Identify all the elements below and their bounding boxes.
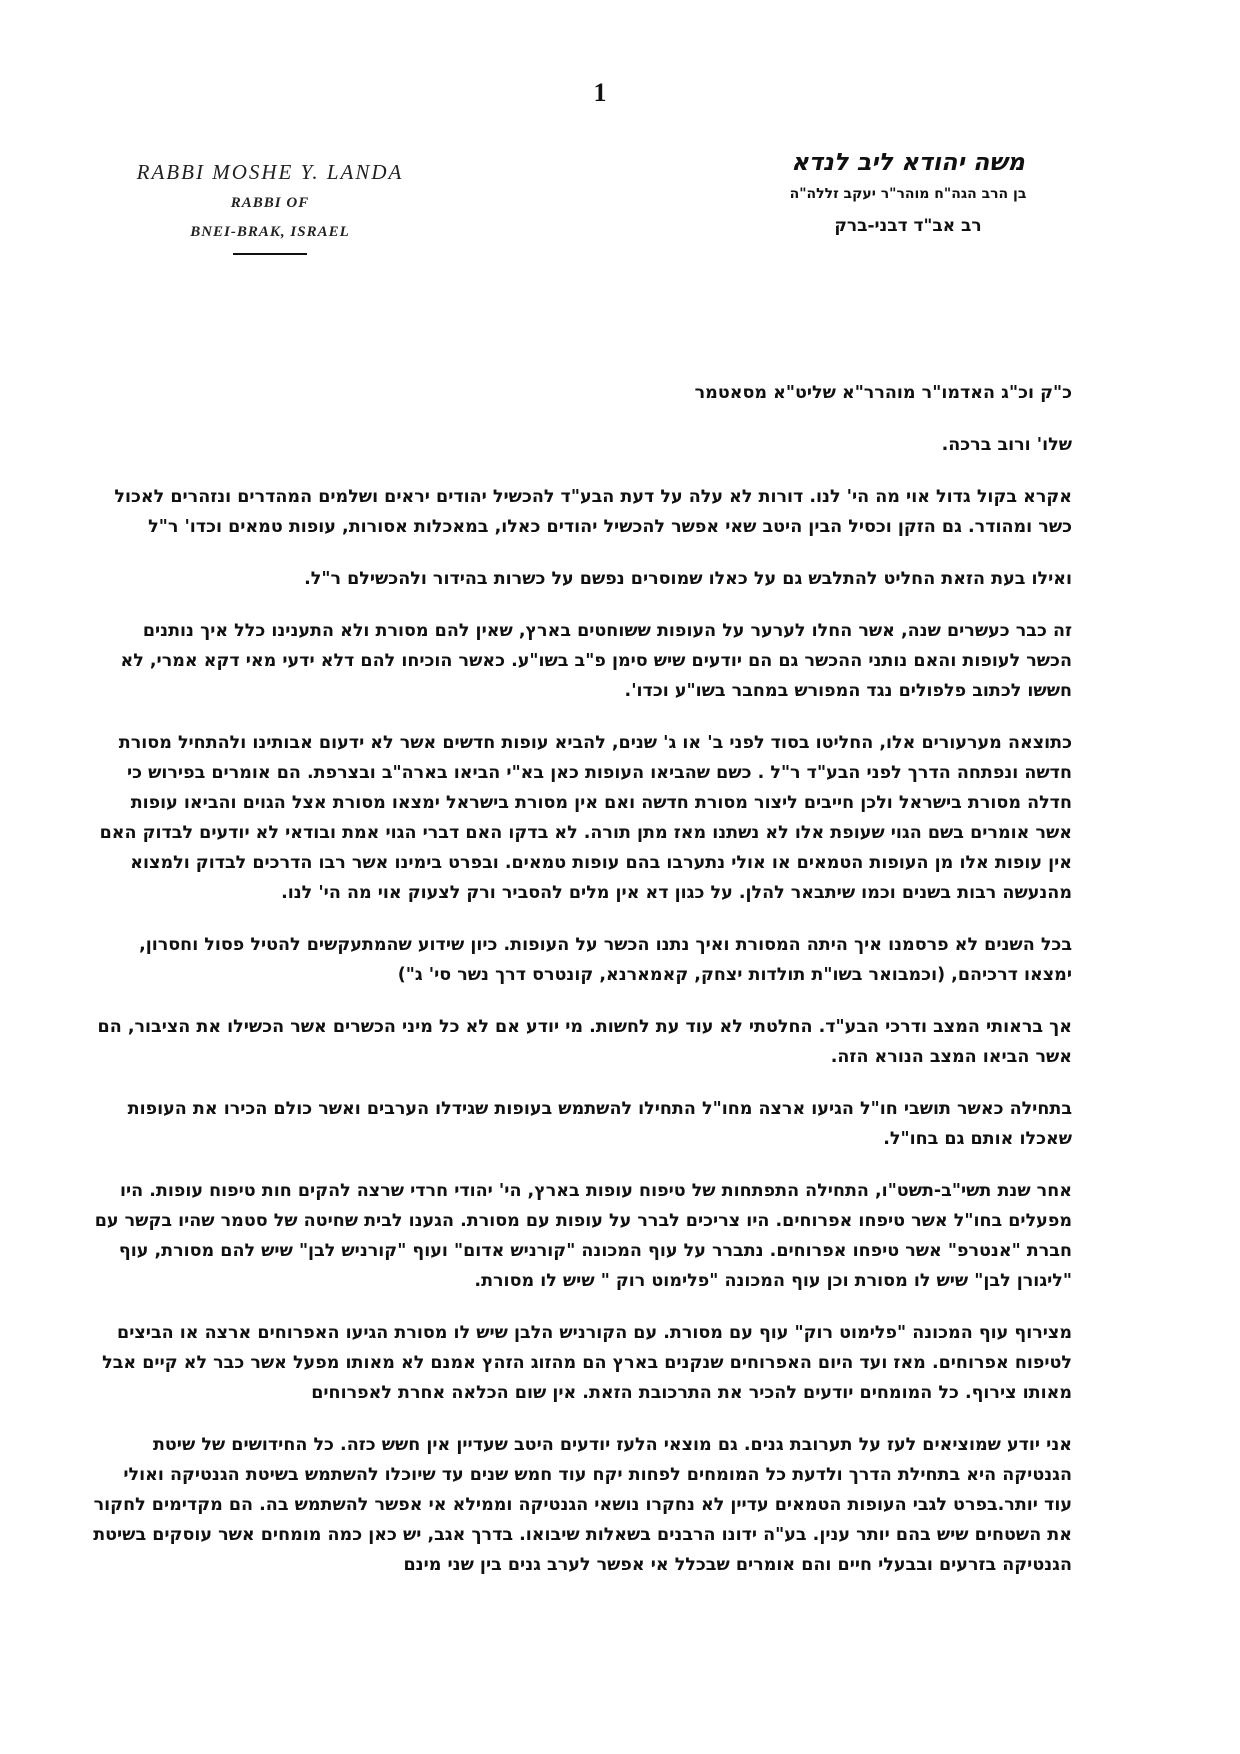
letter-paragraph: אני יודע שמוציאים לעז על תערובת גנים. גם מוצאי הלעז יודעים היטב שעדיין אין חשש כזה. כל החידושים של שיטת הגנטיקה היא בתחילת הדרך ולדעת כל המומחים לפחות יקח עוד חמש שנים עד שיוכלו להשתמש בשיטת הגנטיקה ואולי עוד יותר.בפרט לגבי העופות הטמאים עדיין לא נחקרו נושאי הגנטיקה וממילא אי אפשר להשתמש בה. הם מקדימים לחקור את השטחים שיש בהם יותר ענין. בע"ה ידונו הרבנים בשאלות שיבואו. בדרך אגב, יש כאן כמה מומחים אשר עוסקים בשיטת הגנטיקה בזרעים ובבעלי חיים והם אומרים שבכלל אי אפשר לערב גנים בין שני מינם [93,1435,1072,1575]
letterhead-hebrew [748,148,1068,236]
letter-body [92,378,1072,1602]
letter-paragraph: אך בראותי המצב ודרכי הבע"ד. החלטתי לא עוד עת לחשות. מי יודע אם לא כל מיני הכשרים אשר הכשילו את הציבור, הם אשר הביאו המצב הנורא הזה. [97,1017,1072,1067]
letter-paragraph: אחר שנת תשי"ב-תשט"ו, התחילה התפתחות של טיפוח עופות בארץ, הי' יהודי חרדי שרצה להקים חות טיפוח עופות. היו מפעלים בחו"ל אשר טיפחו אפרוחים. היו צריכים לברר על עופות עם מסורת. הגענו לבית שחיטה של סטמר שהיו בקשר עם חברת "אנטרפ" אשר טיפחו אפרוחים. נתברר על עוף המכונה "קורניש אדום" ועוף "קורניש לבן" שיש להם מסורת, עוף "ליגורן לבן" שיש לו מסורת וכן עוף המכונה "פלימוט רוק " שיש לו מסורת. [94,1181,1072,1291]
letter-paragraph: בתחילה כאשר תושבי חו"ל הגיעו ארצה מחו"ל התחילו להשתמש בעופות שגידלו הערבים ואשר כולם הכירו את העופות שאכלו אותם גם בחו"ל. [127,1099,1072,1149]
letter-salutation: כ"ק וכ"ג האדמו"ר מוהרר"א שליט"א מסאטמר [694,383,1072,403]
rabbi-title-english: RABBI OF [230,195,310,211]
letter-paragraph: מצירוף עוף המכונה "פלימוט רוק" עוף עם מסורת. עם הקורניש הלבן שיש לו מסורת הגיעו האפרוחים ארצה או הביצים לטיפוח אפרוחים. מאז ועד היום האפרוחים שנקנים בארץ הם מהזוג הזהץ אמנם לא מאותו מפעל אשר כבר לא קיים אבל מאותו צירוף. כל המומחים יודעים להכיר את התרכובת הזאת. אין שום הכלאה אחרת לאפרוחים [102,1323,1072,1403]
rabbi-city-english: BNEI-BRAK, ISRAEL [190,224,350,240]
rabbi-name-english: RABBI MOSHE Y. LANDA [136,160,404,184]
letter-paragraph: אקרא בקול גדול אוי מה הי' לנו. דורות לא עלה על דעת הבע"ד להכשיל יהודים יראים ושלמים המהדרים ונזהרים לאכול כשר ומהודר. גם הזקן וכסיל הבין היטב שאי אפשר להכשיל יהודים כאלו, במאכלות אסורות, עופות טמאים וכדו' ר"ל [114,487,1072,537]
letterhead-english [120,160,420,255]
rabbi-title-hebrew: רב אב"ד דבני-ברק [834,216,982,236]
page-number: 1 [593,78,607,107]
rabbi-lineage-hebrew: בן הרב הגה"ח מוהר"ר יעקב זללה"ה [789,186,1027,202]
letter-paragraph: זה כבר כעשרים שנה, אשר החלו לערער על העופות ששוחטים בארץ, שאין להם מסורת ולא התענינו כלל איך נותנים הכשר לעופות והאם נותני ההכשר גם הם יודעים שיש סימן פ"ב בשו"ע. כאשר הוכיחו להם דלא ידעי מאי דקא אמרי, לא חששו לכתוב פלפולים נגד המפורש במחבר בשו"ע וכדו'. [120,621,1072,701]
letter-greeting: שלו' ורוב ברכה. [941,435,1072,455]
rabbi-name-hebrew: משה יהודא ליב לנדא [791,148,1025,176]
letter-paragraph: בכל השנים לא פרסמנו איך היתה המסורת ואיך נתנו הכשר על העופות. כיון שידוע שהמתעקשים להטיל פסול וחסרון, ימצאו דרכיהם, (וכמבואר בשו"ת תולדות יצחק, קאמארנא, קונטרס דרך נשר סי' ג") [139,935,1072,985]
letter-paragraph: כתוצאה מערעורים אלו, החליטו בסוד לפני ב' או ג' שנים, להביא עופות חדשים אשר לא ידעום אבותינו ולהתחיל מסורת חדשה ונפתחה הדרך לפני הבע"ד ר"ל . כשם שהביאו העופות כאן בא"י הביאו בארה"ב ובצרפת. הם אומרים בפירוש כי חדלה מסורת בישראל ולכן חייבים ליצור מסורת חדשה ואם אין מסורת בישראל ימצאו מסורת אצל הגוים והביאו עופות אשר אומרים בשם הגוי שעופת אלו לא נשתנו מאז מתן תורה. לא בדקו האם דברי הגוי אמת ובודאי לא יודעים לבדוק האם אין עופות אלו מן העופות הטמאים או אולי נתערבו בהם עופות טמאים. ובפרט בימינו אשר רבו הדרכים לבדוק ולמצוא מהנעשה רבות בשנים וכמו שיתבאר להלן. על כגון דא אין מלים להסביר ורק לצעוק אוי מה הי' לנו. [99,733,1072,903]
letter-paragraph: ואילו בעת הזאת החליט להתלבש גם על כאלו שמוסרים נפשם על כשרות בהידור ולהכשילם ר"ל. [304,569,1072,589]
letterhead-divider [233,253,307,255]
